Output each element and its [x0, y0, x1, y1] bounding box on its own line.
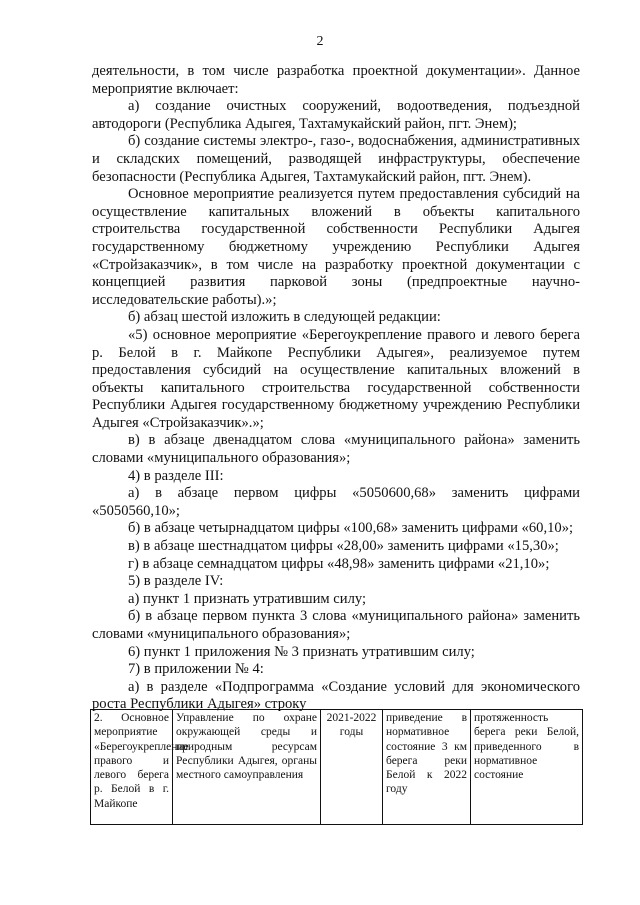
table-row [91, 710, 583, 825]
document-body [92, 63, 580, 714]
page-number: 2 [316, 34, 324, 49]
paragraph: а) в разделе «Подпрограмма «Создание условий для экономического роста Республики Адыгея» строку [92, 678, 580, 713]
paragraph: а) в абзаце первом цифры «5050600,68» заменить цифрами «5050560,10»; [92, 485, 580, 519]
paragraph: б) в абзаце четырнадцатом цифры «100,68» заменить цифрами «60,10»; [128, 520, 574, 537]
paragraph: б) абзац шестой изложить в следующей редакции: [128, 309, 441, 326]
table-cell-indicator: протяженность берега реки Белой, приведенного в нормативное состояние [471, 710, 583, 825]
program-table-row [90, 709, 583, 825]
paragraph: 4) в разделе III: [128, 467, 224, 484]
table-cell-measure: 2. Основное мероприятие «Берегоукрепление правого и левого берега р. Белой в г. Майкопе [91, 710, 173, 825]
paragraph: г) в абзаце семнадцатом цифры «48,98» заменить цифрами «21,10»; [128, 555, 550, 572]
paragraph: б) в абзаце первом пункта 3 слова «муниципального района» заменить словами «муниципального образования»; [92, 608, 580, 642]
paragraph: 6) пункт 1 приложения № 3 признать утратившим силу; [128, 643, 475, 660]
paragraph: 7) в приложении № 4: [128, 661, 264, 678]
table-cell-executor: Управление по охране окружающей среды и природным ресурсам Республики Адыгея, органы местного самоуправления [173, 710, 321, 825]
paragraph: Основное мероприятие реализуется путем предоставления субсидий на осуществление капитальных вложений в объекты капитального строительства государственной собственности Республики Адыгея государственному бюджетному учреждению Республики Адыгея «Стройзаказчик», в том числе на разработку проектной документации с концепцией развития парковой зоны (предпроектные научно-исследовательские работы).»; [92, 186, 580, 308]
paragraph: а) создание очистных сооружений, водоотведения, подъездной автодороги (Республика Адыгея, Тахтамукайский район, пгт. Энем); [92, 98, 580, 132]
table-cell-result: приведение в нормативное состояние 3 км берега реки Белой к 2022 году [383, 710, 471, 825]
paragraph: а) пункт 1 признать утратившим силу; [128, 590, 367, 607]
paragraph: в) в абзаце двенадцатом слова «муниципального района» заменить словами «муниципального образования»; [92, 432, 580, 467]
paragraph: «5) основное мероприятие «Берегоукрепление правого и левого берега р. Белой в г. Майкопе Республики Адыгея», реализуемое путем предоставления субсидий на осуществление капитальных вложений в объекты капитального строительства государственной собственности Республики Адыгея государственному бюджетному учреждению Республики Адыгея «Стройзаказчик».»; [92, 326, 580, 431]
paragraph: в) в абзаце шестнадцатом цифры «28,00» заменить цифрами «15,30»; [128, 538, 559, 555]
paragraph: 5) в разделе IV: [128, 573, 224, 590]
paragraph: деятельности, в том числе разработка проектной документации». Данное мероприятие включает: [92, 63, 580, 97]
paragraph: б) создание системы электро-, газо-, водоснабжения, административных и складских помещений, разводящей инфраструктуры, обеспечение безопасности (Республика Адыгея, Тахтамукайский район, пгт. Энем). [92, 133, 580, 185]
table-cell-period: 2021-2022 годы [321, 710, 383, 825]
